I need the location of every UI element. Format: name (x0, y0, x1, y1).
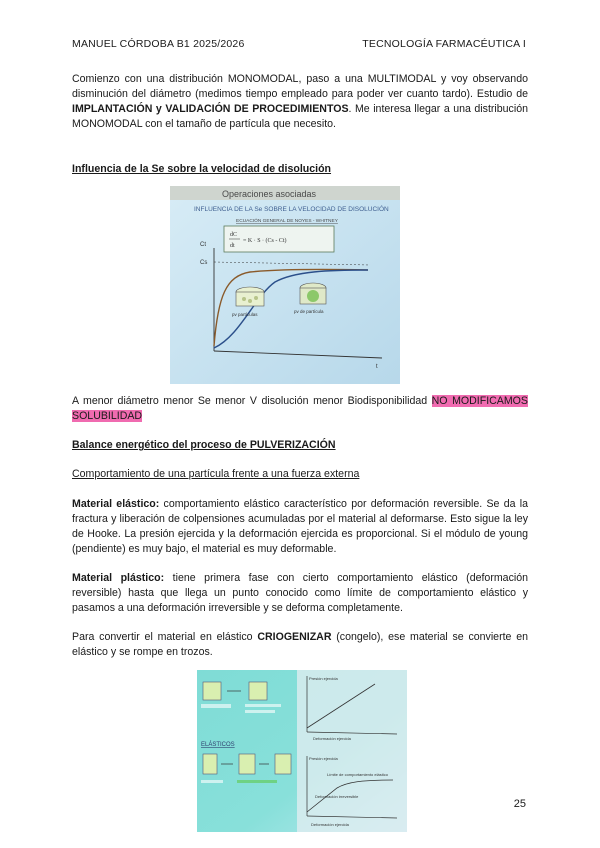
plastic-paragraph (72, 571, 528, 616)
slide2-sample-1 (203, 682, 221, 700)
slide1-subtitle: INFLUENCIA DE LA Se SOBRE LA VELOCIDAD DE DISOLUCIÓN (194, 206, 389, 213)
summary-paragraph (72, 394, 528, 424)
slide1-label-small: pv partículas (232, 312, 258, 317)
slide2-sample-4 (239, 754, 255, 774)
slide1-x-label: t (376, 364, 378, 370)
slide1-eq-den: dt (230, 243, 235, 249)
slide2-label-def3: Deformación irreversible (315, 794, 359, 799)
header-right: TECNOLOGÍA FARMACÉUTICA I (362, 38, 526, 50)
slide2-label-presion2: Presión ejercida (309, 756, 338, 761)
page-number: 25 (513, 798, 526, 810)
section2-heading-strong: PULVERIZACIÓN (249, 439, 336, 451)
slide1-eq-num: dC (230, 232, 238, 238)
slide2-sample-3 (203, 754, 217, 774)
slide1-y-label-cs: Cs (200, 260, 208, 266)
slide2-sample-2 (249, 682, 267, 700)
section2-subheading: Comportamiento de una partícula frente a una fuerza externa (72, 468, 360, 480)
slide-deformation-graphic (197, 670, 407, 832)
slide1-equation-title: ECUACIÓN GENERAL DE NOYES - WHITNEY (236, 219, 338, 224)
plastic-term: Material plástico: (72, 572, 165, 584)
slide2-label-elasticos: ELÁSTICOS (201, 742, 235, 748)
slide-photo-deformation (197, 670, 407, 832)
header-left: MANUEL CÓRDOBA B1 2025/2026 (72, 38, 245, 50)
section2-heading (72, 439, 336, 451)
slide2-label-def: Deformación ejercida (313, 736, 351, 741)
slide1-label-big: pv de partícula (294, 309, 324, 314)
elastic-paragraph (72, 497, 528, 557)
slide1-eq-rhs: = K · S · (Cs - Ct) (243, 238, 287, 244)
elastic-text: comportamiento elástico característico por deformación reversible. Se da la fractura y liberación de colpensiones acumuladas por el material al deformarse. Esto sigue la ley de Hooke. La presión ejercida y la deformación ejercida es proporcional. Si el módulo de young (pendiente) es muy bajo, el material es muy deformable. (72, 498, 528, 555)
slide-photo-dissolution (170, 186, 400, 384)
slide2-label-top: Presión ejercida (309, 676, 338, 681)
slide1-y-label-ct: Ct (200, 242, 206, 248)
slide2-label-def2: Deformación ejercida (311, 822, 349, 827)
elastic-term: Material elástico: (72, 498, 160, 510)
criogen-bold: CRIOGENIZAR (257, 631, 332, 643)
criogen-paragraph (72, 630, 528, 660)
intro-bold: IMPLANTACIÓN y VALIDACIÓN DE PROCEDIMIENTOS (72, 103, 349, 115)
criogen-text-2: (congelo), ese material se convierte en elástico y se rompe en trozos. (72, 631, 528, 658)
plastic-text: tiene primera fase con cierto comportamiento elástico (deformación reversible) hasta que llega un punto conocido como límite de comportamiento elástico y pasamos a una deformación irreversible y se deforma completamente. (72, 572, 528, 614)
slide1-title: Operaciones asociadas (222, 189, 317, 199)
criogen-text-1: Para convertir el material en elástico (72, 631, 258, 643)
intro-text-2: . Me interesa llegar a una distribución MONOMODAL con el tamaño de partícula que necesito. (72, 103, 528, 130)
summary-text: A menor diámetro menor Se menor V disolución menor Biodisponibilidad (72, 395, 432, 407)
slide-dissolution-graphic (170, 186, 400, 384)
intro-paragraph (72, 72, 528, 132)
summary-highlight: NO MODIFICAMOS SOLUBILIDAD (72, 395, 528, 422)
intro-text-1: Comienzo con una distribución MONOMODAL, paso a una MULTIMODAL y voy observando disminución del diámetro (medimos tiempo empleado para poder ver cuanto tardo). Estudio de (72, 73, 528, 100)
slide2-sample-5 (275, 754, 291, 774)
slide2-label-lim: Límite de comportamiento elástico (327, 772, 388, 777)
section1-heading: Influencia de la Se sobre la velocidad de disolución (72, 163, 332, 175)
section2-heading-plain: Balance energético del proceso de (72, 439, 250, 451)
